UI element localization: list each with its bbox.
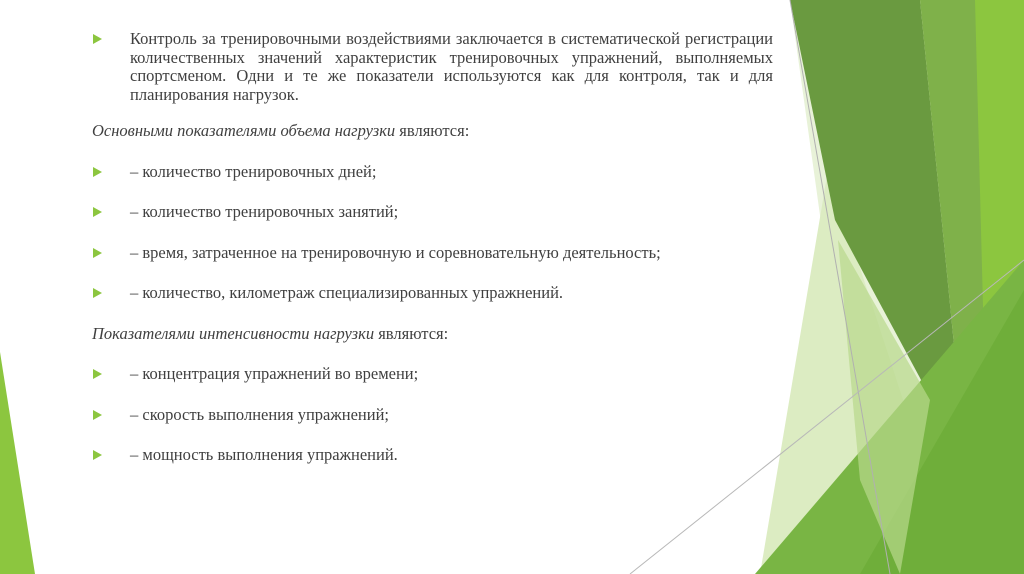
volume-heading	[92, 122, 773, 141]
slide-text-body	[92, 30, 773, 487]
list-item-text: – концентрация упражнений во времени;	[130, 364, 419, 383]
volume-heading-rest: являются:	[395, 121, 470, 140]
intensity-heading	[92, 325, 773, 344]
list-item-text: – мощность выполнения упражнений.	[130, 445, 398, 464]
list-item	[92, 284, 773, 303]
list-item-text: – количество, километраж специализированных упражнений.	[130, 283, 564, 302]
bullet-arrow-icon	[93, 369, 102, 379]
intro-text: Контроль за тренировочными воздействиями заключается в систематической регистрации количественных значений характеристик тренировочных упражнений, выполняемых спортсменом. Одни и те же показатели используются как для контроля, так и для планирования нагрузок.	[130, 29, 773, 104]
bullet-arrow-icon	[93, 207, 102, 217]
bullet-arrow-icon	[93, 167, 102, 177]
intensity-heading-italic: Показателями интенсивности нагрузки	[92, 323, 375, 343]
list-item	[92, 406, 773, 425]
list-item	[92, 163, 773, 182]
list-item-text: – время, затраченное на тренировочную и соревновательную деятельность;	[130, 242, 661, 262]
volume-heading-italic: Основными показателями объема нагрузки	[92, 121, 396, 140]
list-item	[92, 203, 773, 222]
intro-paragraph	[92, 30, 773, 104]
bullet-arrow-icon	[93, 248, 102, 258]
bullet-arrow-icon	[93, 410, 102, 420]
intensity-heading-rest: являются:	[374, 323, 449, 343]
list-item	[92, 446, 773, 465]
bullet-arrow-icon	[93, 288, 102, 298]
bullet-arrow-icon	[93, 450, 102, 460]
list-item	[92, 365, 773, 384]
left-green-sliver	[0, 352, 35, 574]
list-item	[92, 244, 773, 263]
bullet-arrow-icon	[93, 34, 102, 44]
list-item-text: – количество тренировочных занятий;	[130, 202, 399, 221]
list-item-text: – скорость выполнения упражнений;	[130, 404, 390, 424]
list-item-text: – количество тренировочных дней;	[130, 161, 377, 181]
